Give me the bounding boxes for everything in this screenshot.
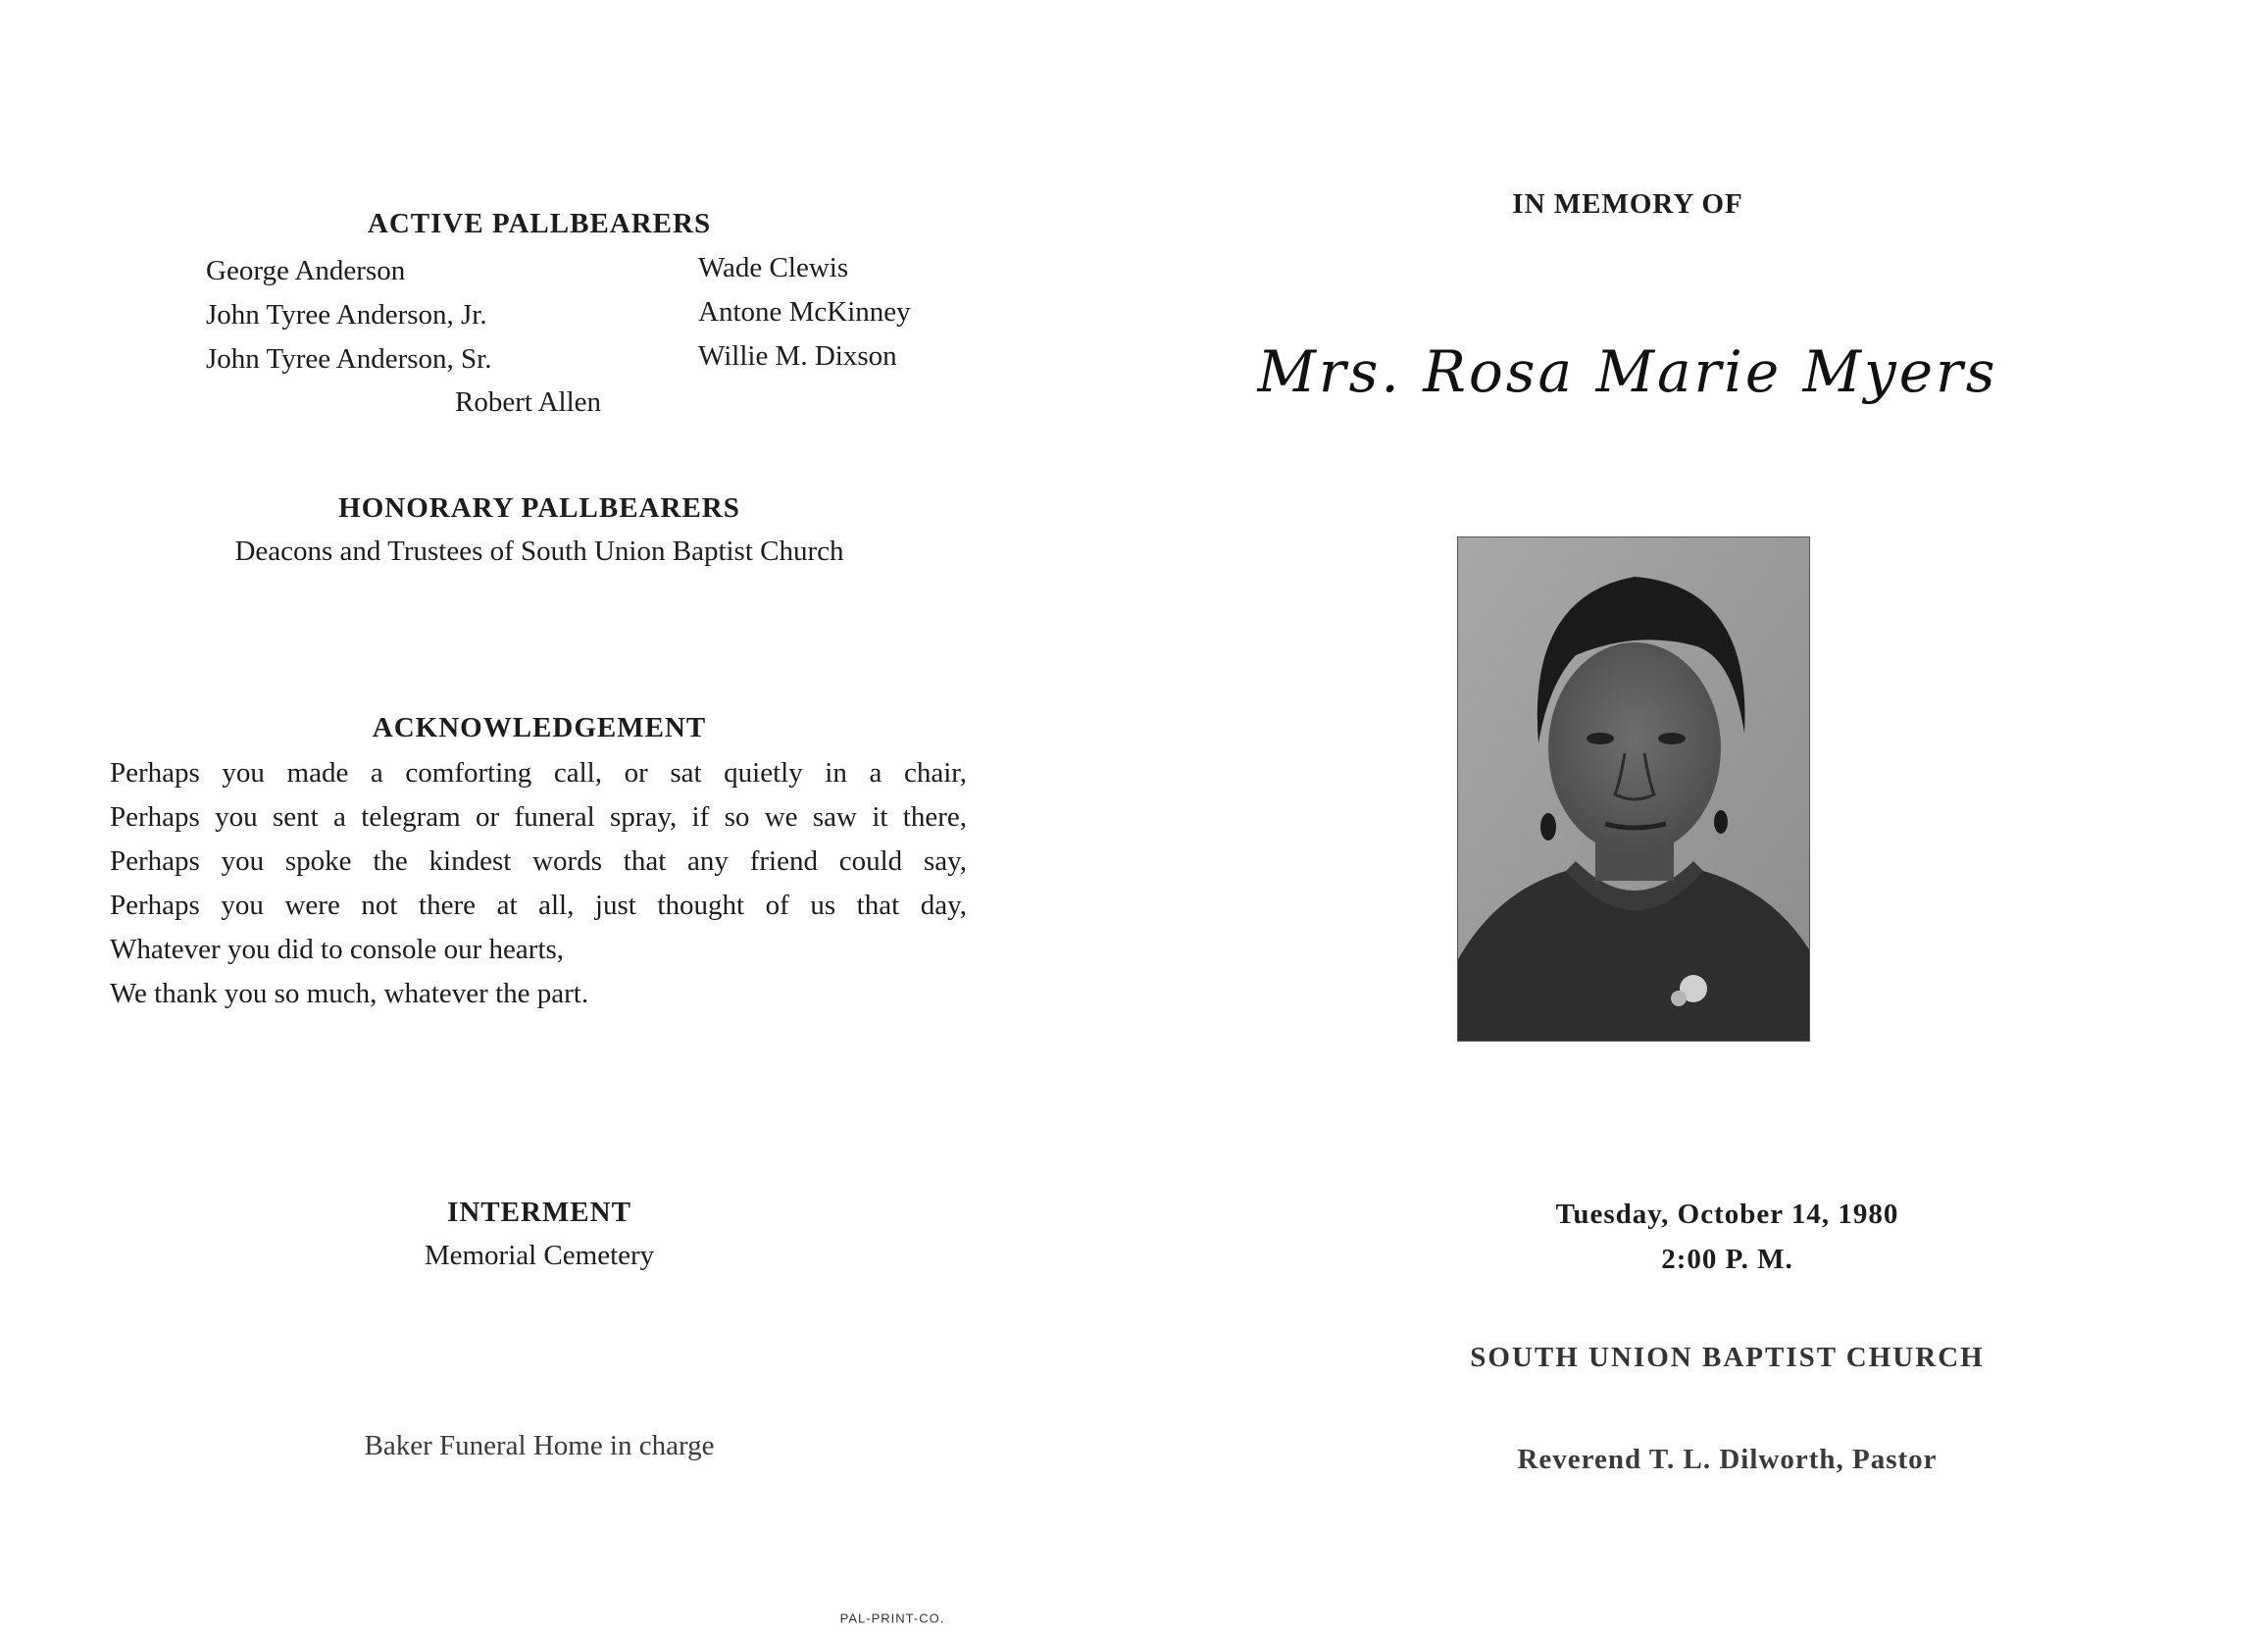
interment-heading: INTERMENT xyxy=(447,1197,631,1228)
pallbearer-name: Wade Clewis xyxy=(698,252,849,283)
acknowledgement-heading: ACKNOWLEDGEMENT xyxy=(372,712,707,743)
honorary-pallbearers-text: Deacons and Trustees of South Union Baptist Church xyxy=(234,536,844,567)
poem-line: Perhaps you made a comforting call, or sat quietly in a chair, xyxy=(110,757,967,789)
service-date: Tuesday, October 14, 1980 xyxy=(1555,1199,1899,1230)
pallbearer-name: George Anderson xyxy=(206,255,406,286)
pallbearer-name: Robert Allen xyxy=(455,386,602,418)
pallbearer-name: Willie M. Dixson xyxy=(698,340,897,372)
poem-line: Whatever you did to console our hearts, xyxy=(110,934,565,965)
pallbearer-name: Antone McKinney xyxy=(698,296,911,328)
interment-place: Memorial Cemetery xyxy=(424,1240,655,1271)
church-name: SOUTH UNION BAPTIST CHURCH xyxy=(1470,1342,1985,1373)
portrait-photo xyxy=(1457,536,1810,1042)
pallbearer-name: John Tyree Anderson, Jr. xyxy=(206,299,487,331)
honorary-pallbearers-heading: HONORARY PALLBEARERS xyxy=(338,492,740,524)
poem-line: We thank you so much, whatever the part. xyxy=(110,978,589,1009)
poem-line: Perhaps you were not there at all, just thought of us that day, xyxy=(110,890,967,921)
in-memory-heading: IN MEMORY OF xyxy=(1512,188,1743,220)
active-pallbearers-heading: ACTIVE PALLBEARERS xyxy=(367,208,712,239)
pallbearer-name: John Tyree Anderson, Sr. xyxy=(206,343,492,375)
printer-mark: PAL-PRINT-CO. xyxy=(839,1610,945,1626)
deceased-name: Mrs. Rosa Marie Myers xyxy=(1257,338,1998,405)
poem-line: Perhaps you sent a telegram or funeral spray, if so we saw it there, xyxy=(110,801,967,833)
poem-line: Perhaps you spoke the kindest words that any friend could say, xyxy=(110,845,967,877)
left-page xyxy=(0,0,1088,1634)
pastor-name: Reverend T. L. Dilworth, Pastor xyxy=(1517,1444,1938,1475)
funeral-home-note: Baker Funeral Home in charge xyxy=(364,1430,715,1461)
right-page xyxy=(1186,0,2268,1634)
service-time: 2:00 P. M. xyxy=(1661,1244,1793,1275)
